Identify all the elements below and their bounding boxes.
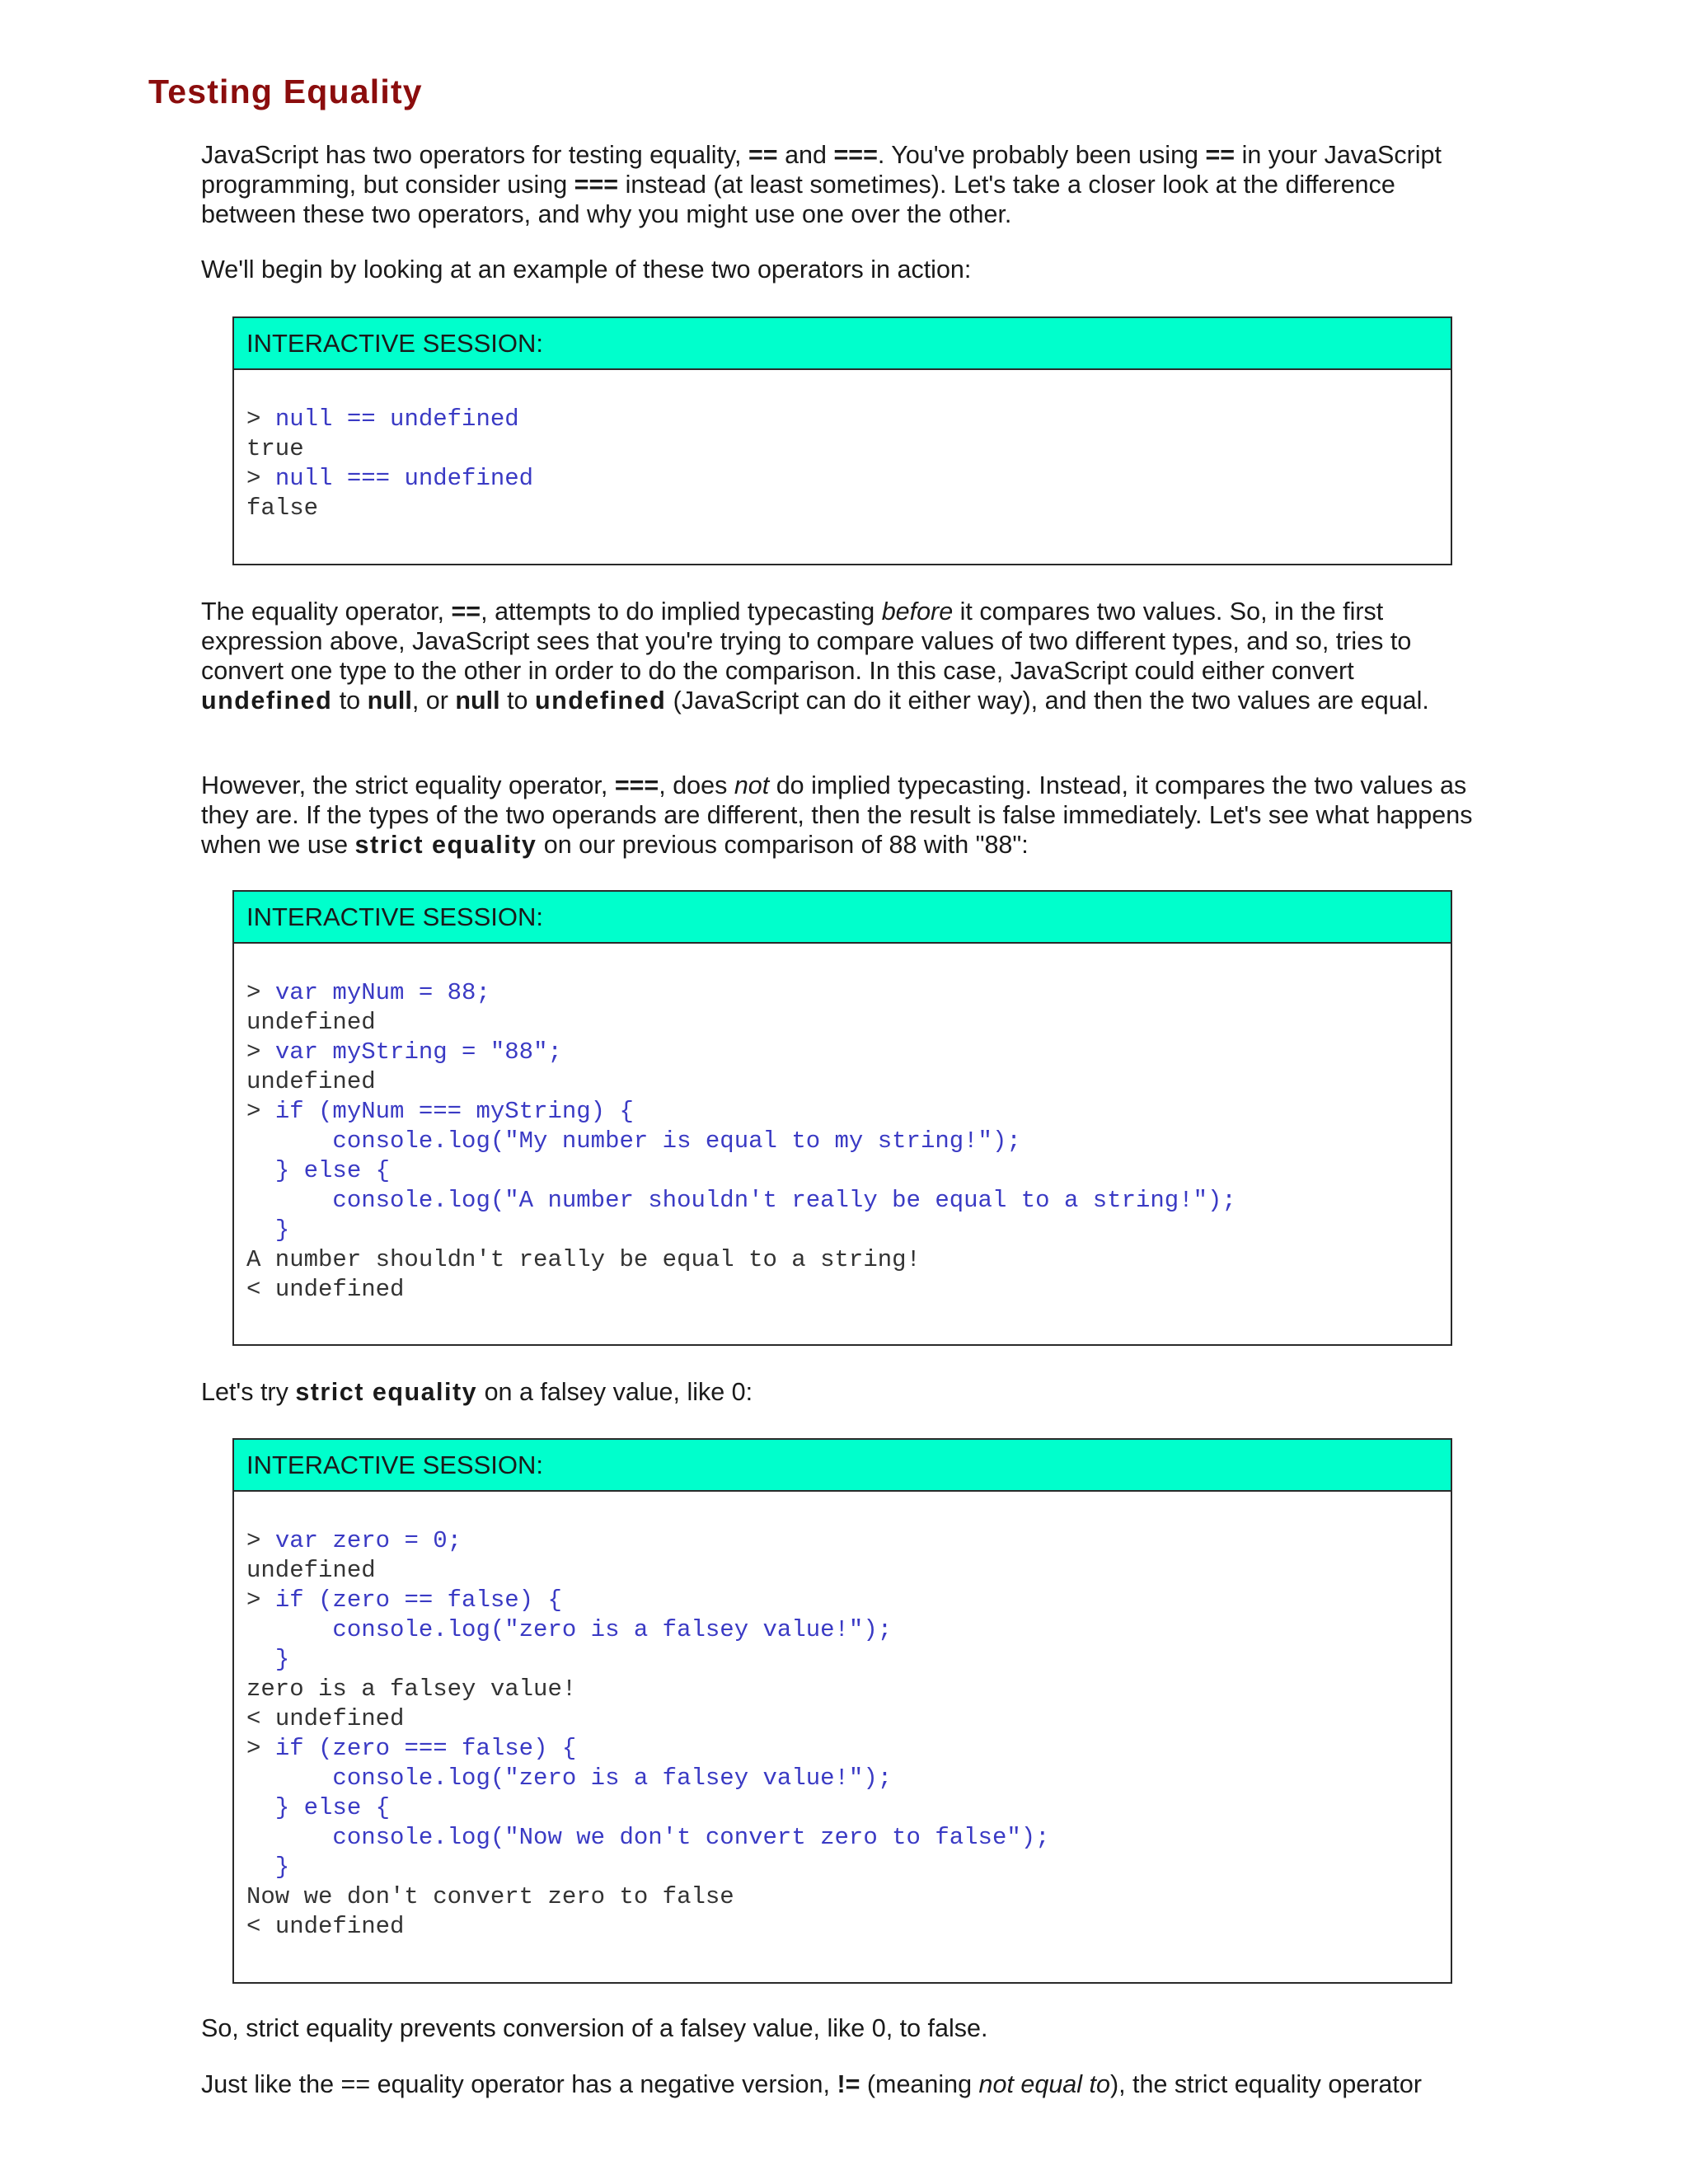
console-prompt: [246, 1765, 332, 1792]
console-line: [246, 1586, 1438, 1615]
console-line: [246, 1008, 1438, 1038]
console-output: undefined: [274, 1276, 405, 1303]
console-input: console.log("zero is a falsey value!");: [332, 1765, 893, 1792]
console-prompt: >: [246, 1586, 275, 1614]
paragraph-text: it compares two values. So, in the first expression above, JavaScript sees that you're trying to compare values of two different types, and so, tries to convert one type to the other in order to do the comparison. In this case, JavaScript could either convert: [201, 598, 1412, 685]
console-output: Now we don't convert zero to false: [246, 1883, 734, 1910]
console-line: [246, 1764, 1438, 1793]
paragraph-text: Let's try: [201, 1378, 296, 1406]
console-line: [246, 1734, 1438, 1764]
console-prompt: >: [246, 405, 275, 433]
console-line: [246, 464, 1438, 494]
console-input: }: [274, 1646, 290, 1673]
console-line: [246, 1823, 1438, 1853]
emphasis-text: not: [734, 771, 770, 799]
console-line: [246, 1675, 1438, 1704]
session-body: [234, 944, 1451, 1329]
console-input: console.log("My number is equal to my string!");: [332, 1127, 1021, 1155]
keyword-text: undefined: [201, 687, 333, 715]
console-prompt: [246, 1854, 275, 1881]
console-line: [246, 1645, 1438, 1675]
paragraph-text: The equality operator,: [201, 598, 452, 626]
console-output: false: [246, 494, 319, 522]
console-output: undefined: [246, 1557, 376, 1584]
paragraph-text: ), the strict equality operator: [1109, 2070, 1422, 2098]
session-body: [234, 370, 1451, 548]
session-header: INTERACTIVE SESSION:: [234, 318, 1451, 370]
keyword-text: null: [455, 687, 500, 715]
console-output: undefined: [246, 1009, 376, 1036]
console-input: console.log("zero is a falsey value!");: [332, 1616, 893, 1643]
console-input: if (myNum === myString) {: [274, 1098, 634, 1125]
keyword-text: strict equality: [295, 1378, 478, 1406]
console-output: undefined: [246, 1068, 376, 1095]
console-output: zero is a falsey value!: [246, 1675, 577, 1703]
console-line: [246, 1097, 1438, 1127]
emphasis-text: not equal to: [978, 2070, 1110, 2098]
console-input: if (zero === false) {: [274, 1735, 577, 1762]
paragraph-text: JavaScript has two operators for testing equality,: [201, 141, 748, 169]
operator-text: !=: [837, 2070, 860, 2098]
console-input: var zero = 0;: [274, 1527, 462, 1554]
paragraph: [201, 1377, 1483, 1407]
console-prompt: >: [246, 1735, 275, 1762]
paragraph: [201, 597, 1483, 715]
console-line: [246, 1127, 1438, 1156]
operator-text: ==: [451, 598, 481, 626]
operator-text: ==: [1205, 141, 1236, 169]
console-line: [246, 1704, 1438, 1734]
session-header: INTERACTIVE SESSION:: [234, 1440, 1451, 1492]
paragraph-text: on a falsey value, like 0:: [477, 1378, 753, 1406]
paragraph: We'll begin by looking at an example of these two operators in action:: [201, 255, 972, 284]
console-line: [246, 494, 1438, 523]
keyword-text: strict equality: [354, 831, 537, 859]
paragraph: [201, 771, 1483, 860]
operator-text: ==: [748, 141, 778, 169]
equality-explanation-paragraph: [201, 597, 1483, 715]
falsey-intro-paragraph: [201, 1377, 1483, 1407]
operator-text: ===: [574, 171, 619, 199]
console-input: console.log("A number shouldn't really be equal to a string!");: [332, 1187, 1236, 1214]
console-line: [246, 1615, 1438, 1645]
console-input: console.log("Now we don't convert zero to false");: [332, 1824, 1050, 1851]
session-body: [234, 1492, 1451, 1966]
paragraph-text: , attempts to do implied typecasting: [481, 598, 882, 626]
console-output: undefined: [274, 1705, 405, 1732]
paragraph-text: to: [332, 687, 368, 715]
paragraph-text: to: [499, 687, 535, 715]
console-line: [246, 978, 1438, 1008]
console-input: null === undefined: [274, 465, 534, 492]
paragraph-text: on our previous comparison of 88 with "88":: [537, 831, 1029, 859]
paragraph: [201, 2069, 1483, 2099]
paragraph-text: do implied typecasting. Instead, it compares the two values as they are. If the types of the two operands are different, then the result is false immediately. Let's see what happens when we use: [201, 771, 1473, 859]
console-line: [246, 1882, 1438, 1912]
paragraph-text: . You've probably been using: [877, 141, 1206, 169]
console-prompt: [246, 1127, 332, 1155]
console-prompt: [246, 1187, 332, 1214]
keyword-text: null: [367, 687, 412, 715]
example-intro-paragraph: [201, 255, 1483, 284]
interactive-session-1: [232, 316, 1452, 565]
console-prompt: >: [246, 1098, 275, 1125]
console-input: if (zero == false) {: [274, 1586, 562, 1614]
falsey-summary-paragraph: [201, 2013, 1483, 2043]
paragraph-text: in your JavaScript programming, but consider using: [201, 141, 1442, 199]
console-prompt: [246, 1157, 275, 1184]
console-line: [246, 1186, 1438, 1216]
interactive-session-2: [232, 890, 1452, 1346]
console-prompt: >: [246, 979, 275, 1006]
operator-text: ===: [614, 771, 659, 799]
keyword-text: undefined: [534, 687, 667, 715]
console-line: [246, 1556, 1438, 1586]
console-output: undefined: [274, 1913, 405, 1940]
console-output: true: [246, 435, 304, 462]
console-input: null == undefined: [274, 405, 519, 433]
paragraph-text: Just like the == equality operator has a negative version,: [201, 2070, 837, 2098]
console-input: } else {: [274, 1794, 391, 1821]
console-line: [246, 1526, 1438, 1556]
console-prompt: [246, 1794, 275, 1821]
strict-equality-paragraph: [201, 771, 1483, 860]
console-prompt: [246, 1616, 332, 1643]
paragraph-text: , or: [411, 687, 456, 715]
console-line: [246, 1853, 1438, 1882]
console-line: [246, 405, 1438, 434]
console-prompt: >: [246, 1038, 275, 1066]
console-input: var myNum = 88;: [274, 979, 490, 1006]
paragraph: So, strict equality prevents conversion of a falsey value, like 0, to false.: [201, 2014, 988, 2042]
session-header: INTERACTIVE SESSION:: [234, 892, 1451, 944]
console-line: [246, 1275, 1438, 1305]
console-line: [246, 1793, 1438, 1823]
not-equal-paragraph: [201, 2069, 1483, 2099]
paragraph-text: and: [777, 141, 834, 169]
console-line: [246, 1038, 1438, 1067]
emphasis-text: before: [881, 598, 954, 626]
console-input: }: [274, 1216, 290, 1244]
console-input: var myString = "88";: [274, 1038, 562, 1066]
paragraph-text: , does: [659, 771, 734, 799]
console-line: [246, 434, 1438, 464]
paragraph-text: (JavaScript can do it either way), and then the two values are equal.: [666, 687, 1429, 715]
console-line: [246, 1912, 1438, 1942]
paragraph-text: (meaning: [860, 2070, 979, 2098]
console-prompt: [246, 1216, 275, 1244]
console-prompt: <: [246, 1705, 275, 1732]
console-prompt: >: [246, 465, 275, 492]
intro-paragraph: [201, 140, 1483, 229]
console-output: A number shouldn't really be equal to a string!: [246, 1246, 921, 1273]
page-title: Testing Equality: [148, 73, 423, 110]
console-line: [246, 1156, 1438, 1186]
console-input: }: [274, 1854, 290, 1881]
console-prompt: >: [246, 1527, 275, 1554]
console-input: } else {: [274, 1157, 391, 1184]
paragraph-text: However, the strict equality operator,: [201, 771, 615, 799]
console-prompt: [246, 1824, 332, 1851]
console-line: [246, 1216, 1438, 1245]
console-prompt: <: [246, 1913, 275, 1940]
console-line: [246, 1245, 1438, 1275]
operator-text: ===: [833, 141, 878, 169]
paragraph-text: instead (at least sometimes). Let's take a closer look at the difference between these two operators, and why you might use one over the other.: [201, 171, 1395, 228]
paragraph: [201, 140, 1483, 229]
console-prompt: [246, 1646, 275, 1673]
console-prompt: <: [246, 1276, 275, 1303]
interactive-session-3: [232, 1438, 1452, 1984]
console-line: [246, 1067, 1438, 1097]
